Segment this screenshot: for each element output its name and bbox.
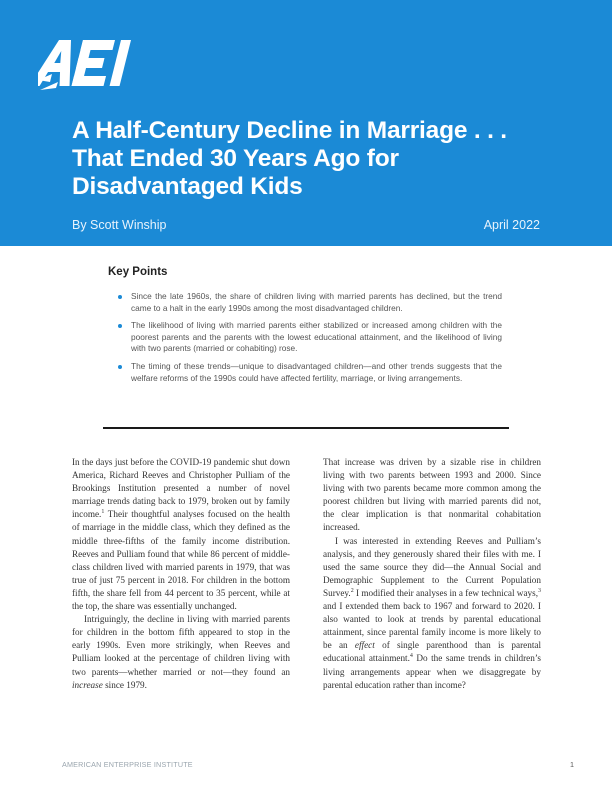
author-byline: By Scott Winship bbox=[72, 218, 167, 232]
body-paragraph: That increase was driven by a sizable rise in children living with two parents between 1993 and 2000. Since living with two parents became more common among the poorest children but living with married parents did not, the clear implication is that nonmarital cohabitation increased. bbox=[323, 457, 541, 533]
footnote-ref-2[interactable]: 2 bbox=[350, 587, 354, 594]
emphasis: increase bbox=[72, 679, 103, 690]
key-point-text: The likelihood of living with married parents either stabilized or increased among children with the poorest parents and the parents with the lowest educational attainment, and the likelihood of living with two parents (married or cohabiting) rose. bbox=[131, 320, 502, 354]
footnote-ref-3[interactable]: 3 bbox=[538, 587, 541, 594]
key-point-item bbox=[118, 361, 502, 384]
key-point-text: The timing of these trends—unique to disadvantaged children—and other trends suggests that the welfare reforms of the 1990s could have affected fertility, marriage, or living arrangements. bbox=[131, 360, 502, 383]
emphasis: effect bbox=[354, 640, 375, 651]
section-divider bbox=[103, 427, 509, 429]
text-run: I was interested in extending Reeves and Pulliam’s analysis, and they generously shared their files with me. I used the same source they did—the Annual Social and Demographic Supplement to the Current Population Survey. bbox=[323, 535, 541, 598]
footer-organization: AMERICAN ENTERPRISE INSTITUTE bbox=[62, 760, 193, 769]
bullet-icon bbox=[118, 324, 122, 328]
text-run: Do the same trends in children’s living arrangements appear when we disaggregate by parental education rather than income? bbox=[323, 653, 541, 690]
text-run: In the days just before the COVID-19 pandemic shut down America, Richard Reeves and Christopher Pulliam of the Brookings Institution presented a number of novel marriage trends dating back to 1979, broken out by family income. bbox=[72, 457, 290, 520]
key-points-list bbox=[118, 291, 502, 390]
body-paragraph bbox=[72, 613, 290, 692]
text-run: since 1979. bbox=[102, 679, 147, 690]
bullet-icon bbox=[118, 365, 122, 369]
body-paragraph bbox=[72, 456, 290, 613]
key-point-item bbox=[118, 291, 502, 314]
bullet-icon bbox=[118, 295, 122, 299]
header-banner bbox=[0, 0, 612, 246]
key-points-heading: Key Points bbox=[108, 266, 168, 278]
text-run: and I extended them back to 1967 and forward to 2020. I also wanted to look at trends by parental educational attainment, since parental family income is more likely to be an bbox=[323, 601, 541, 651]
key-point-text: Since the late 1960s, the share of children living with married parents has declined, but the trend came to a halt in the early 1990s among the most disadvantaged children. bbox=[131, 291, 502, 313]
key-point-item bbox=[118, 320, 502, 355]
text-run: I modified their analyses in a few technical ways, bbox=[353, 587, 538, 598]
body-column-right bbox=[323, 456, 541, 692]
text-run: Intriguingly, the decline in living with married parents for children in the bottom fifth appeared to stop in the early 1990s. Even more strikingly, when Reeves and Pulliam looked at the percentage of children living with two parents—whether married or not—they found an bbox=[72, 614, 290, 677]
body-paragraph bbox=[323, 535, 541, 692]
report-title: A Half-Century Decline in Marriage . . . That Ended 30 Years Ago for Disadvantaged Kids bbox=[72, 117, 507, 200]
text-run: Their thoughtful analyses focused on the health of marriage in the middle class, which they defined as the middle three-fifths of the family income distribution. Reeves and Pulliam found that while 86 percent of middle-class children lived with married parents in 1979, that was true of just 75 percent in 2018. For children in the bottom fifth, the share fell from 44 percent to 35 percent, while at the top, the share was essentially unchanged. bbox=[72, 509, 290, 612]
page-number: 1 bbox=[570, 760, 574, 769]
footnote-ref-1[interactable]: 1 bbox=[101, 509, 105, 516]
text-run: of single parenthood than is parental educational attainment. bbox=[323, 640, 542, 664]
footnote-ref-4[interactable]: 4 bbox=[409, 653, 413, 660]
publication-date: April 2022 bbox=[483, 218, 540, 232]
aei-logo bbox=[38, 36, 146, 90]
body-column-left bbox=[72, 456, 290, 692]
